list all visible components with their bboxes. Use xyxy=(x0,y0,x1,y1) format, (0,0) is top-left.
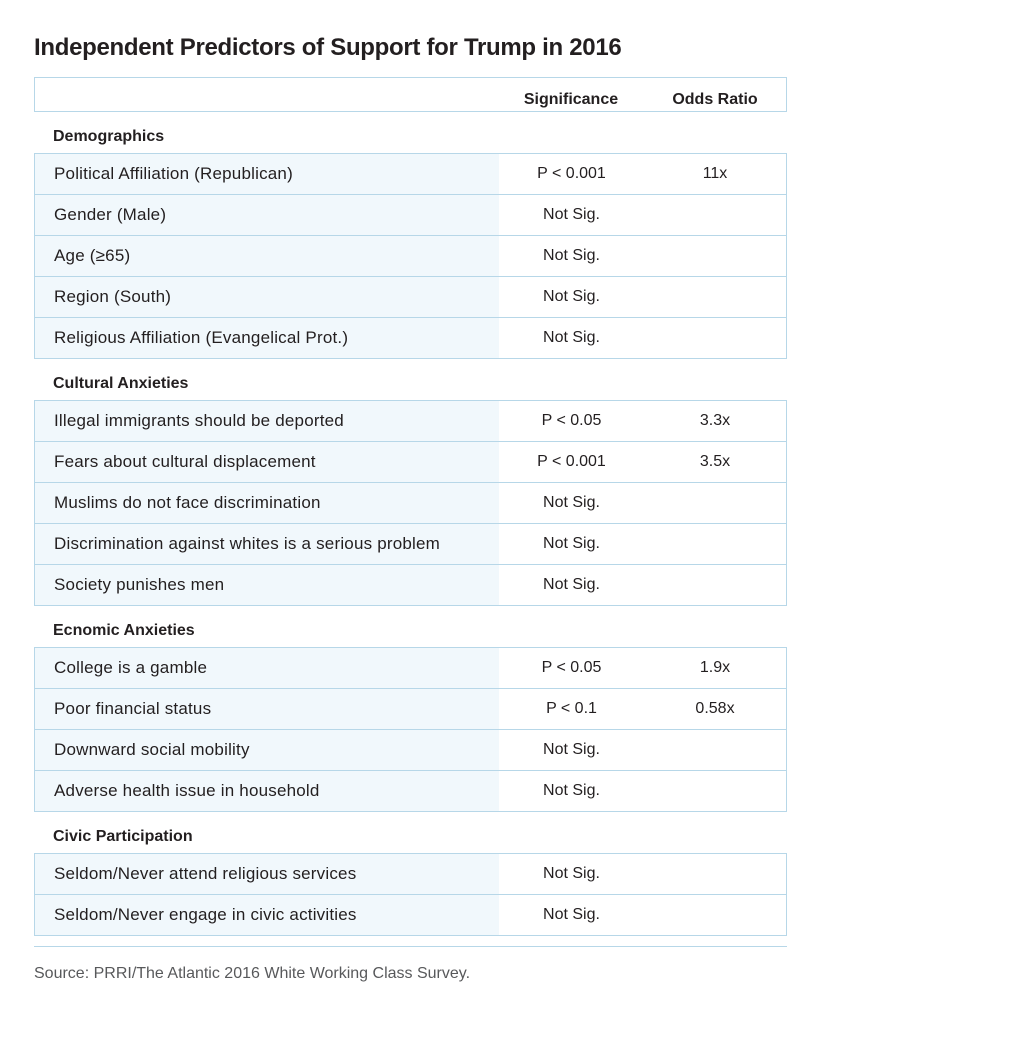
table-row xyxy=(35,276,786,317)
section-rows xyxy=(34,853,787,936)
table-row xyxy=(35,854,786,894)
row-label: Seldom/Never attend religious services xyxy=(35,854,499,894)
odds-ratio-value: 11x xyxy=(702,165,728,182)
row-label: Political Affiliation (Republican) xyxy=(35,154,499,194)
table-sections xyxy=(34,112,787,936)
odds-ratio-value xyxy=(644,483,786,523)
column-header-significance: Significance xyxy=(523,91,619,108)
significance-value: P < 0.001 xyxy=(537,165,606,182)
table-header-row xyxy=(34,77,787,112)
row-label: Society punishes men xyxy=(35,565,499,605)
row-label: Seldom/Never engage in civic activities xyxy=(35,895,499,935)
section-rows xyxy=(34,400,787,606)
significance-value: Not Sig. xyxy=(543,782,600,799)
table-row xyxy=(35,235,786,276)
significance-value: P < 0.05 xyxy=(541,412,602,429)
significance-value: Not Sig. xyxy=(543,288,600,305)
significance-value: Not Sig. xyxy=(543,535,600,552)
section-title: Civic Participation xyxy=(53,828,193,845)
odds-ratio-value xyxy=(644,236,786,276)
significance-value: P < 0.001 xyxy=(537,453,606,470)
significance-value: Not Sig. xyxy=(543,576,600,593)
table-row xyxy=(35,441,786,482)
significance-value: Not Sig. xyxy=(543,329,600,346)
section-title: Cultural Anxieties xyxy=(53,375,189,392)
row-label: Adverse health issue in household xyxy=(35,771,499,811)
odds-ratio-value: 1.9x xyxy=(699,659,731,676)
table-row xyxy=(35,523,786,564)
odds-ratio-value: 0.58x xyxy=(695,700,735,717)
odds-ratio-value xyxy=(644,854,786,894)
odds-ratio-value xyxy=(644,565,786,605)
section-title: Demographics xyxy=(53,128,165,145)
row-label: Illegal immigrants should be deported xyxy=(35,401,499,441)
section-rows xyxy=(34,153,787,359)
row-label: Gender (Male) xyxy=(35,195,499,235)
table-row xyxy=(35,194,786,235)
odds-ratio-value: 3.3x xyxy=(699,412,731,429)
table-row xyxy=(35,317,786,358)
table-row xyxy=(35,894,786,935)
bottom-divider xyxy=(34,946,787,947)
table-row xyxy=(35,688,786,729)
row-label: Discrimination against whites is a serious problem xyxy=(35,524,499,564)
significance-value: Not Sig. xyxy=(543,865,600,882)
significance-value: Not Sig. xyxy=(543,494,600,511)
row-label: Religious Affiliation (Evangelical Prot.) xyxy=(35,318,499,358)
table-row xyxy=(35,401,786,441)
table-row xyxy=(35,154,786,194)
predictors-table xyxy=(34,77,787,936)
column-header-odds-ratio: Odds Ratio xyxy=(672,91,758,108)
odds-ratio-value xyxy=(644,895,786,935)
significance-value: Not Sig. xyxy=(543,906,600,923)
row-label: Downward social mobility xyxy=(35,730,499,770)
row-label: Muslims do not face discrimination xyxy=(35,483,499,523)
significance-value: Not Sig. xyxy=(543,206,600,223)
row-label: Poor financial status xyxy=(35,689,499,729)
chart-title: Independent Predictors of Support for Trump in 2016 xyxy=(34,34,622,61)
table-row xyxy=(35,482,786,523)
significance-value: P < 0.1 xyxy=(546,700,597,717)
section-title: Ecnomic Anxieties xyxy=(53,622,195,639)
odds-ratio-value xyxy=(644,318,786,358)
table-row xyxy=(35,770,786,811)
significance-value: Not Sig. xyxy=(543,741,600,758)
row-label: Fears about cultural displacement xyxy=(35,442,499,482)
section-rows xyxy=(34,647,787,812)
odds-ratio-value xyxy=(644,730,786,770)
table-row xyxy=(35,729,786,770)
source-note: Source: PRRI/The Atlantic 2016 White Working Class Survey. xyxy=(34,965,471,982)
odds-ratio-value: 3.5x xyxy=(699,453,731,470)
row-label: Region (South) xyxy=(35,277,499,317)
significance-value: P < 0.05 xyxy=(541,659,602,676)
odds-ratio-value xyxy=(644,277,786,317)
odds-ratio-value xyxy=(644,771,786,811)
significance-value: Not Sig. xyxy=(543,247,600,264)
odds-ratio-value xyxy=(644,524,786,564)
row-label: College is a gamble xyxy=(35,648,499,688)
table-row xyxy=(35,648,786,688)
odds-ratio-value xyxy=(644,195,786,235)
table-row xyxy=(35,564,786,605)
row-label: Age (≥65) xyxy=(35,236,499,276)
